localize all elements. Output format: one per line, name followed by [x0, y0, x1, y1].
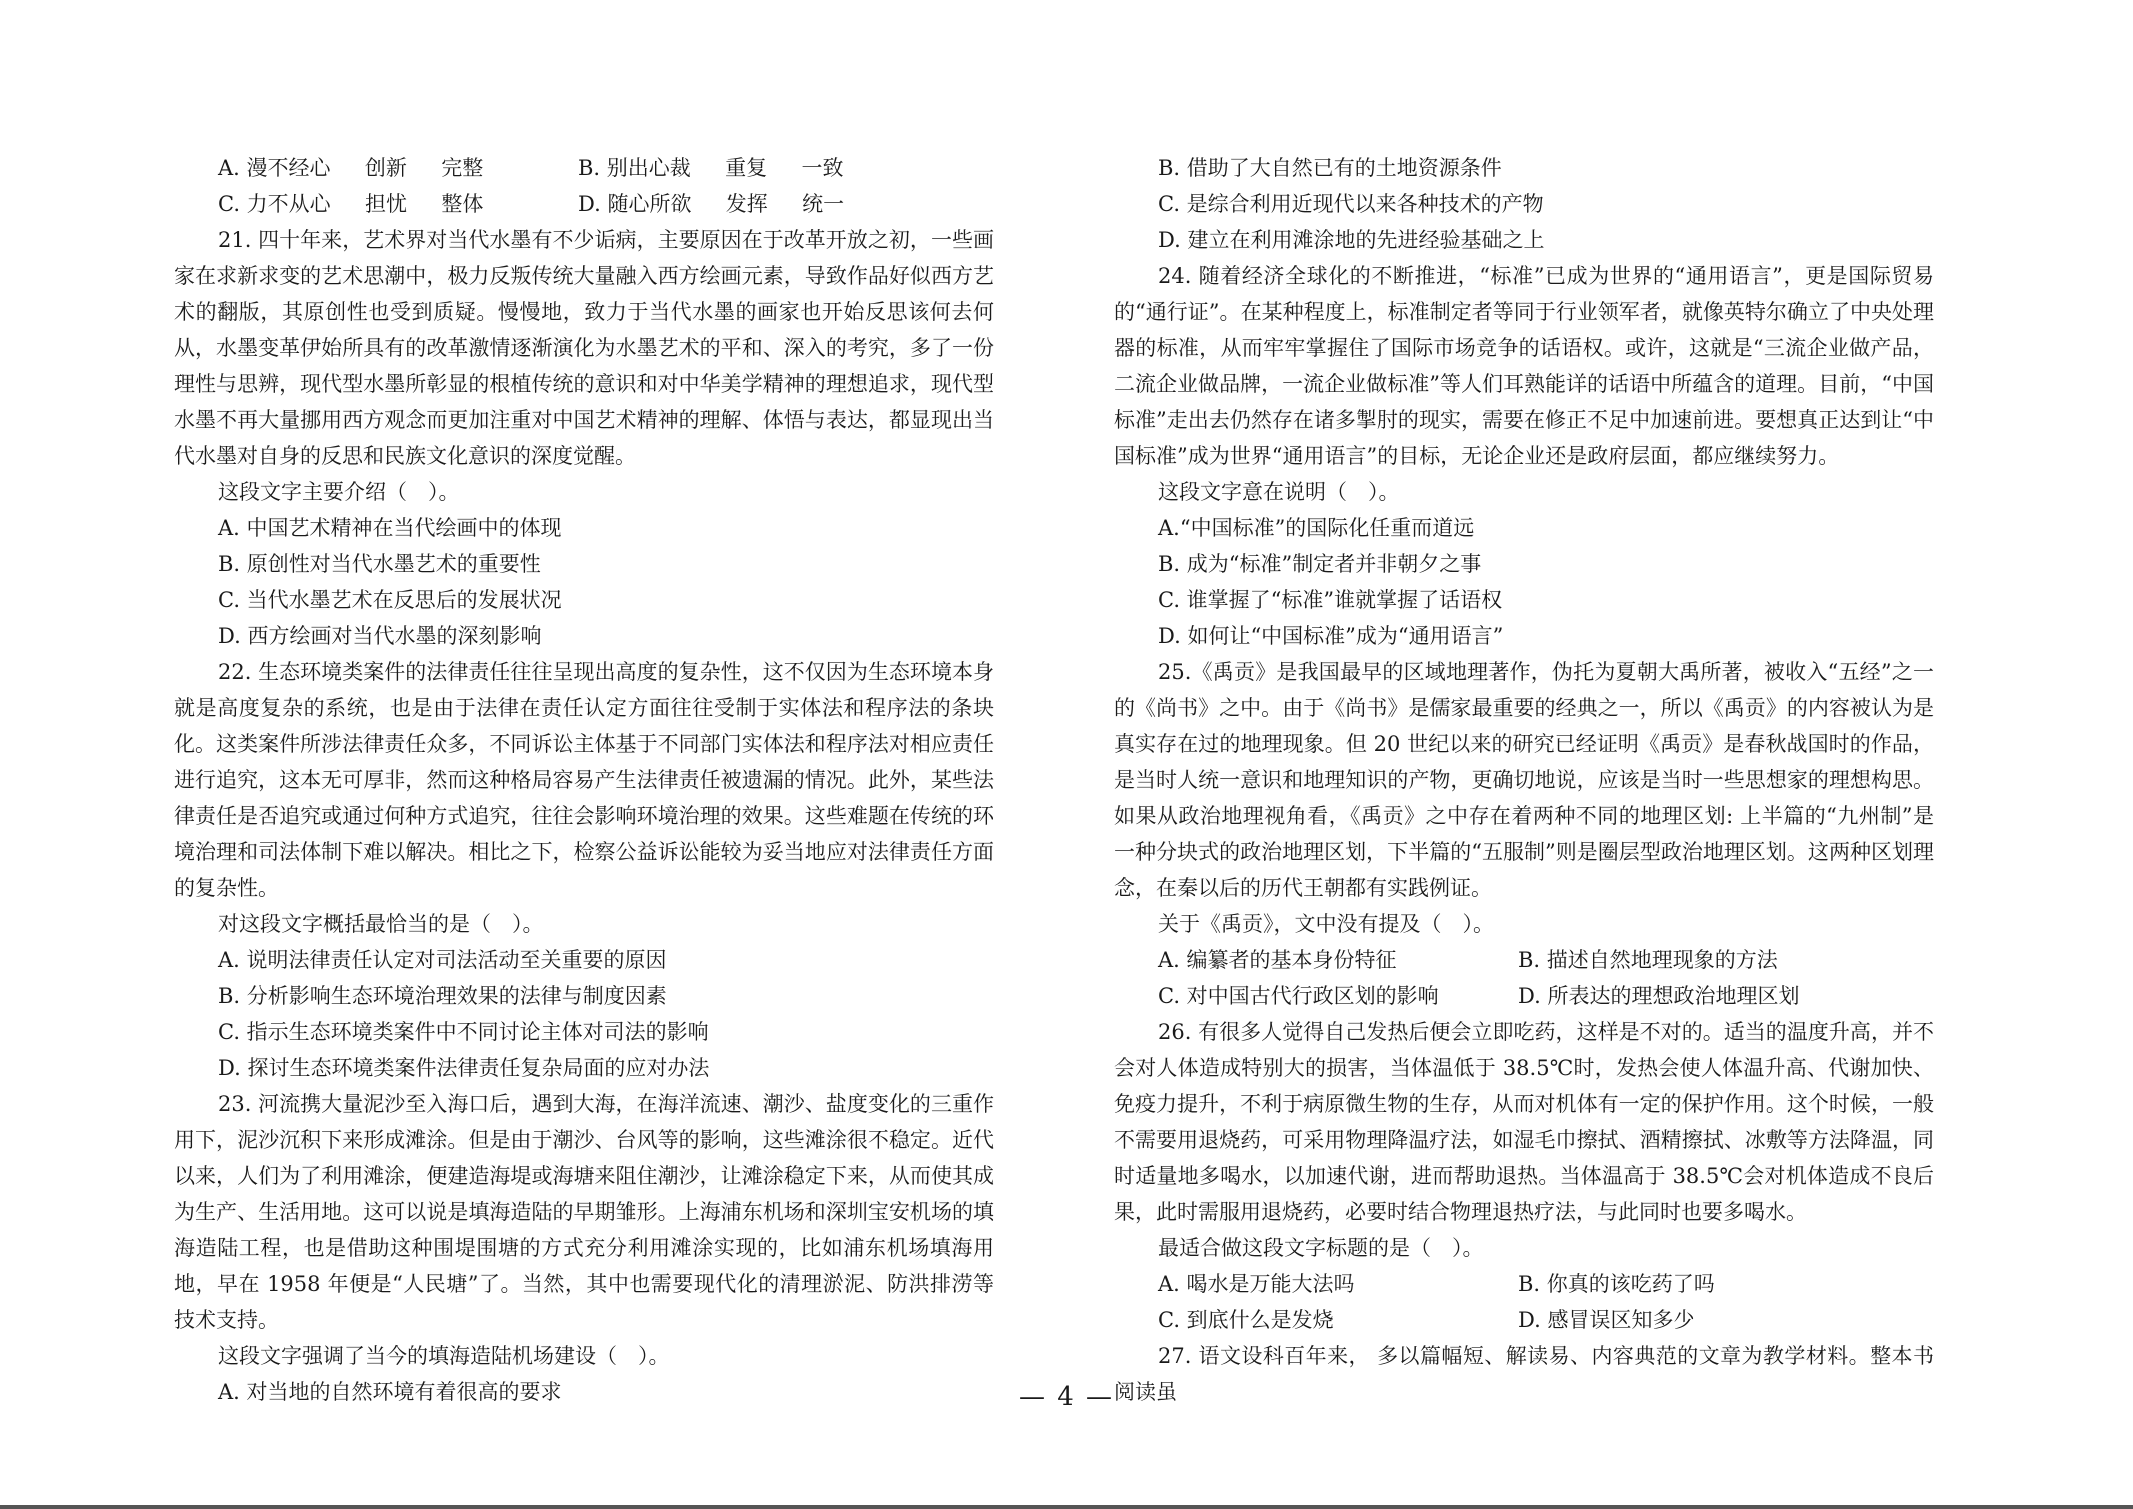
left-column: [174, 150, 994, 1410]
answer-option: B. 原创性对当代水墨艺术的重要性: [218, 552, 541, 576]
answer-option: A. 中国艺术精神在当代绘画中的体现: [218, 516, 562, 540]
right-column: [1114, 150, 1934, 1410]
answer-option: B. 描述自然地理现象的方法: [1518, 948, 1778, 972]
answer-option: D. 如何让“中国标准”成为“通用语言”: [1158, 624, 1504, 648]
answer-option: C. 对中国古代行政区划的影响: [1158, 984, 1439, 1008]
answer-option: A. 说明法律责任认定对司法活动至关重要的原因: [218, 948, 667, 972]
paragraph: 23. 河流携大量泥沙至入海口后，遇到大海，在海洋流速、潮沙、盐度变化的三重作用下，泥沙沉积下来形成滩涂。但是由于潮沙、台风等的影响，这些滩涂很不稳定。近代以来，人们为了利用滩涂，便建造海堤或海塘来阻住潮沙，让滩涂稳定下来，从而使其成为生产、生活用地。这可以说是填海造陆的早期雏形。上海浦东机场和深圳宝安机场的填海造陆工程，也是借助这种围堤围塘的方式充分利用滩涂实现的，比如浦东机场填海用地，早在 1958 年便是“人民塘”了。当然，其中也需要现代化的清理淤泥、防洪排涝等技术支持。: [174, 1092, 994, 1332]
paragraph: 对这段文字概括最恰当的是（ ）。: [218, 912, 544, 936]
answer-option: D. 随心所欲 发挥 统一: [578, 192, 845, 216]
answer-option: B. 借助了大自然已有的土地资源条件: [1158, 156, 1502, 180]
answer-option: D. 感冒误区知多少: [1518, 1308, 1695, 1332]
answer-option: D. 探讨生态环境类案件法律责任复杂局面的应对办法: [218, 1056, 710, 1080]
answer-option: A. 编纂者的基本身份特征: [1158, 948, 1397, 972]
answer-option: C. 谁掌握了“标准”谁就掌握了话语权: [1158, 588, 1503, 612]
answer-option-row: [1114, 1302, 1934, 1338]
answer-option: A. 漫不经心 创新 完整: [218, 156, 484, 180]
paragraph: 25.《禹贡》是我国最早的区域地理著作，伪托为夏朝大禹所著，被收入“五经”之一的《尚书》之中。由于《尚书》是儒家最重要的经典之一，所以《禹贡》的内容被认为是真实存在过的地理现象。但 20 世纪以来的研究已经证明《禹贡》是春秋战国时的作品，是当时人统一意识和地理知识的产物，更确切地说，应该是当时一些思想家的理想构思。如果从政治地理视角看，《禹贡》之中存在着两种不同的地理区划: 上半篇的“九州制”是一种分块式的政治地理区划，下半篇的“五服制”则是圈层型政治地理区划。这两种区划理念，在秦以后的历代王朝都有实践例证。: [1114, 660, 1934, 900]
paragraph: 关于《禹贡》，文中没有提及（ ）。: [1158, 912, 1494, 936]
paragraph: 最适合做这段文字标题的是（ ）。: [1158, 1236, 1484, 1260]
answer-option: A. 喝水是万能大法吗: [1158, 1272, 1355, 1296]
answer-option: C. 当代水墨艺术在反思后的发展状况: [218, 588, 562, 612]
answer-option-row: [1114, 1266, 1934, 1302]
answer-option: D. 所表达的理想政治地理区划: [1518, 984, 1800, 1008]
answer-option: C. 力不从心 担忧 整体: [218, 192, 484, 216]
answer-option: D. 建立在利用滩涂地的先进经验基础之上: [1158, 228, 1545, 252]
answer-option: B. 别出心裁 重复 一致: [578, 156, 844, 180]
answer-option: A.“中国标准”的国际化任重而道远: [1158, 516, 1475, 540]
answer-option-row: [1114, 942, 1934, 978]
answer-option: B. 分析影响生态环境治理效果的法律与制度因素: [218, 984, 667, 1008]
answer-option: C. 指示生态环境类案件中不同讨论主体对司法的影响: [218, 1020, 709, 1044]
paragraph: 这段文字意在说明（ ）。: [1158, 480, 1400, 504]
answer-option-row: [174, 186, 994, 222]
paragraph: 这段文字主要介绍（ ）。: [218, 480, 460, 504]
paragraph: 21. 四十年来，艺术界对当代水墨有不少诟病，主要原因在于改革开放之初，一些画家在求新求变的艺术思潮中，极力反叛传统大量融入西方绘画元素，导致作品好似西方艺术的翻版，其原创性也受到质疑。慢慢地，致力于当代水墨的画家也开始反思该何去何从，水墨变革伊始所具有的改革激情逐渐演化为水墨艺术的平和、深入的考究，多了一份理性与思辨，现代型水墨所彰显的根植传统的意识和对中华美学精神的理想追求，现代型水墨不再大量挪用西方观念而更加注重对中国艺术精神的理解、体悟与表达，都显现出当代水墨对自身的反思和民族文化意识的深度觉醒。: [174, 228, 994, 468]
answer-option: A. 对当地的自然环境有着很高的要求: [218, 1380, 562, 1404]
page-number: — 4 —: [1018, 1382, 1115, 1412]
paragraph: 26. 有很多人觉得自己发热后便会立即吃药，这样是不对的。适当的温度升高，并不会对人体造成特别大的损害，当体温低于 38.5℃时，发热会使人体温升高、代谢加快、免疫力提升，不利于病原微生物的生存，从而对机体有一定的保护作用。这个时候，一般不需要用退烧药，可采用物理降温疗法，如湿毛巾擦拭、酒精擦拭、冰敷等方法降温，同时适量地多喝水，以加速代谢，进而帮助退热。当体温高于 38.5℃会对机体造成不良后果，此时需服用退烧药，必要时结合物理退热疗法，与此同时也要多喝水。: [1114, 1020, 1934, 1224]
answer-option: B. 成为“标准”制定者并非朝夕之事: [1158, 552, 1482, 576]
paragraph: 24. 随着经济全球化的不断推进，“标准”已成为世界的“通用语言”，更是国际贸易的“通行证”。在某种程度上，标准制定者等同于行业领军者，就像英特尔确立了中央处理器的标准，从而牢牢掌握住了国际市场竞争的话语权。或许，这就是“三流企业做产品，二流企业做品牌，一流企业做标准”等人们耳熟能详的话语中所蕴含的道理。目前，“中国标准”走出去仍然存在诸多掣肘的现实，需要在修正不足中加速前进。要想真正达到让“中国标准”成为世界“通用语言”的目标，无论企业还是政府层面，都应继续努力。: [1114, 264, 1934, 468]
answer-option: D. 西方绘画对当代水墨的深刻影响: [218, 624, 542, 648]
answer-option: C. 到底什么是发烧: [1158, 1308, 1334, 1332]
answer-option-row: [174, 150, 994, 186]
bottom-rule: [0, 1505, 2133, 1509]
answer-option-row: [1114, 978, 1934, 1014]
paragraph: 22. 生态环境类案件的法律责任往往呈现出高度的复杂性，这不仅因为生态环境本身就是高度复杂的系统，也是由于法律在责任认定方面往往受制于实体法和程序法的条块化。这类案件所涉法律责任众多，不同诉讼主体基于不同部门实体法和程序法对相应责任进行追究，这本无可厚非，然而这种格局容易产生法律责任被遗漏的情况。此外，某些法律责任是否追究或通过何种方式追究，往往会影响环境治理的效果。这些难题在传统的环境治理和司法体制下难以解决。相比之下，检察公益诉讼能较为妥当地应对法律责任方面的复杂性。: [174, 660, 994, 900]
paragraph: 这段文字强调了当今的填海造陆机场建设（ ）。: [218, 1344, 670, 1368]
answer-option: C. 是综合利用近现代以来各种技术的产物: [1158, 192, 1544, 216]
answer-option: B. 你真的该吃药了吗: [1518, 1272, 1715, 1296]
paragraph: 27. 语文设科百年来， 多以篇幅短、解读易、内容典范的文章为教学材料。整本书阅读虽: [1114, 1344, 1934, 1404]
